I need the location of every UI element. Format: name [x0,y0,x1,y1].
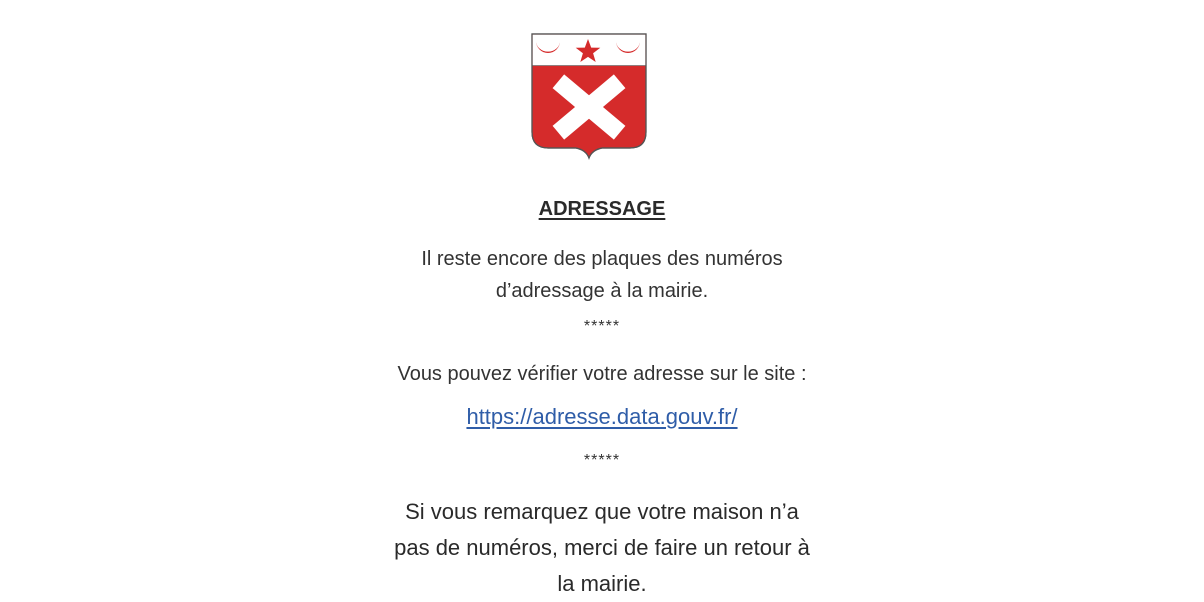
paragraph-line: la mairie. [557,571,647,596]
notice-title: ADRESSAGE [538,198,666,220]
paragraph-line: d’adressage à la mairie. [495,280,709,302]
paragraph-line: pas de numéros, merci de faire un retour à [394,535,810,560]
paragraph-line: Il reste encore des plaques des numéros [421,248,783,270]
paragraph-line: Si vous remarquez que votre maison n’a [405,499,799,524]
missing-numbers-paragraph [0,494,1204,602]
address-data-link[interactable]: https://adresse.data.gouv.fr/ [466,404,738,429]
separator: ***** [583,452,621,469]
plates-available-paragraph [0,243,1204,307]
separator: ***** [583,318,621,335]
verify-address-text: Vous pouvez vérifier votre adresse sur le site : [397,363,807,385]
coat-of-arms-icon [530,32,648,160]
address-link-row [0,404,1204,430]
